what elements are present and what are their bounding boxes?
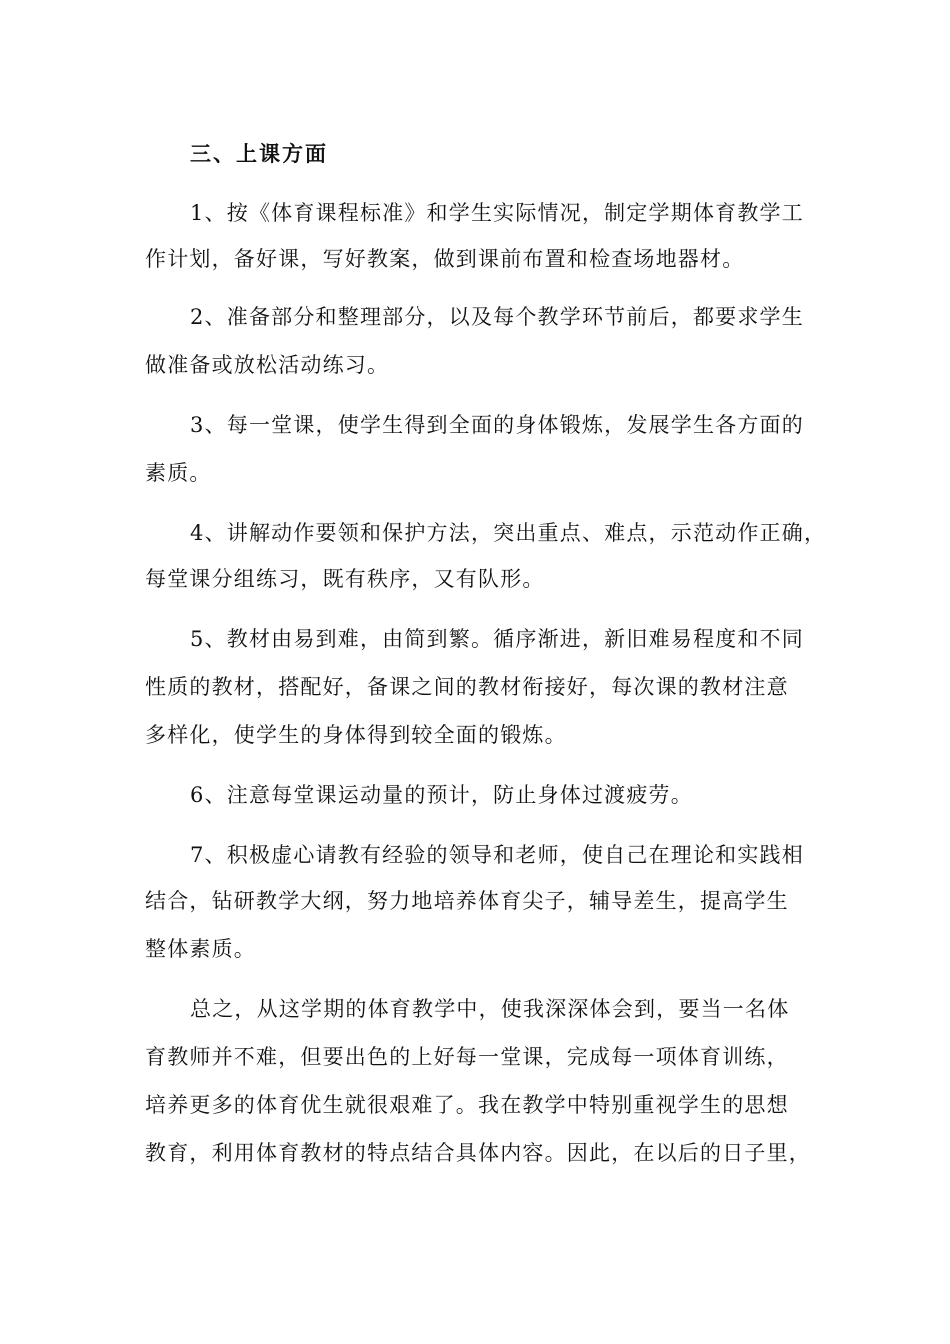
paragraph-5-line-2: 性质的教材，搭配好，备课之间的教材衔接好，每次课的教材注意 [145, 675, 789, 699]
paragraph-7-line-3: 整体素质。 [145, 937, 256, 961]
paragraph-1-line-1: 1、按《体育课程标准》和学生实际情况，制定学期体育教学工 [190, 201, 804, 225]
paragraph-2-line-1: 2、准备部分和整理部分，以及每个教学环节前后，都要求学生 [190, 305, 804, 329]
paragraph-4-line-1: 4、讲解动作要领和保护方法，突出重点、难点，示范动作正确， [190, 521, 827, 545]
paragraph-3-line-1: 3、每一堂课，使学生得到全面的身体锻炼，发展学生各方面的 [190, 413, 804, 437]
summary-line-3: 培养更多的体育优生就很艰难了。我在教学中特别重视学生的思想 [145, 1093, 789, 1117]
summary-line-2: 育教师并不难，但要出色的上好每一堂课，完成每一项体育训练， [145, 1045, 789, 1069]
paragraph-7-line-1: 7、积极虚心请教有经验的领导和老师，使自己在理论和实践相 [190, 843, 804, 867]
paragraph-6-line-1: 6、注意每堂课运动量的预计，防止身体过渡疲劳。 [190, 783, 693, 807]
paragraph-1-line-2: 作计划，备好课，写好教案，做到课前布置和检查场地器材。 [145, 247, 745, 271]
paragraph-3-line-2: 素质。 [145, 461, 212, 485]
paragraph-4-line-2: 每堂课分组练习，既有秩序，又有队形。 [145, 567, 545, 591]
paragraph-5-line-1: 5、教材由易到难，由简到繁。循序渐进，新旧难易程度和不同 [190, 627, 804, 651]
summary-line-1: 总之，从这学期的体育教学中，使我深深体会到，要当一名体 [190, 997, 790, 1021]
section-heading: 三、上课方面 [190, 141, 328, 166]
summary-line-4: 教育，利用体育教材的特点结合具体内容。因此，在以后的日子里， [145, 1141, 811, 1165]
paragraph-7-line-2: 结合，钻研教学大纲，努力地培养体育尖子，辅导差生，提高学生 [145, 889, 789, 913]
paragraph-5-line-3: 多样化，使学生的身体得到较全面的锻炼。 [145, 723, 567, 747]
paragraph-2-line-2: 做准备或放松活动练习。 [145, 353, 390, 377]
